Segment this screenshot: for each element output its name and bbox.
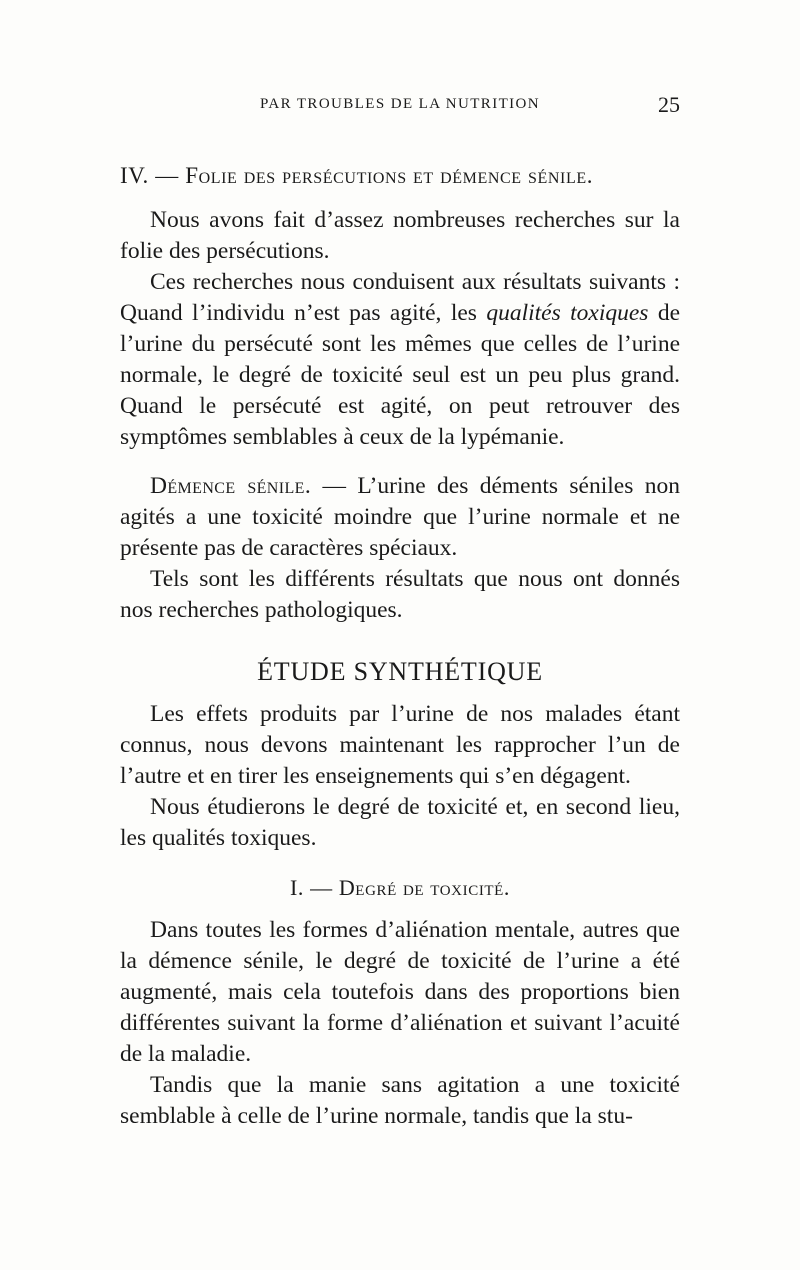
section-iv-separator: — (155, 163, 179, 188)
paragraph-persecution-results (120, 267, 680, 453)
paragraph-persecution-results-start: Ces recherches nous conduisent aux résultats suivants : Quand l’individu n’est pas agité, les (120, 269, 680, 326)
paragraph-synthesis-intro: Les effets produits par l’urine de nos malades étant connus, nous devons maintenant les rapprocher l’un de l’autre et en tirer les enseignements qui s’en dégagent. (120, 701, 680, 789)
section-iv-heading (120, 160, 680, 191)
section-i-title: Degré de toxicité. (338, 875, 511, 900)
paragraph-results-summary: Tels sont les différents résultats que nous ont donnés nos recherches pathologiques. (120, 566, 680, 623)
paragraph-senile-dementia (120, 471, 680, 564)
synthesis-title: ÉTUDE SYNTHÉTIQUE (257, 657, 543, 686)
run-in-heading-senile-dementia: Démence sénile. (150, 473, 312, 499)
italic-toxic-qualities: qualités toxiques (486, 300, 649, 326)
paragraph-persecution-intro: Nous avons fait d’assez nombreuses recherches sur la folie des persécutions. (120, 207, 680, 264)
section-iv-number: IV. (120, 163, 149, 188)
paragraph-mania-comparison: Tandis que la manie sans agitation a une toxicité semblable à celle de l’urine normale, tandis que la stu- (120, 1072, 680, 1129)
spacer (120, 854, 680, 872)
paragraph-toxicity-degree: Dans toutes les formes d’aliénation mentale, autres que la démence sénile, le degré de toxicité de l’urine a été augmenté, mais cela toutefois dans des proportions bien différentes suivant la forme d’aliénation et suivant l’acuité de la maladie. (120, 917, 680, 1067)
paragraph-persecution-results-end: de l’urine du persécuté sont les mêmes que celles de l’urine normale, le degré de toxicité seul est un peu plus grand. Quand le persécuté est agité, on peut retrouver des symptômes semblables à ceux de la lypémanie. (120, 300, 681, 450)
running-title: PAR TROUBLES DE LA NUTRITION (259, 96, 541, 112)
section-i-number: I. (289, 875, 304, 900)
spacer (120, 626, 680, 656)
page-number: 25 (658, 92, 680, 117)
paragraph-study-plan: Nous étudierons le degré de toxicité et, en second lieu, les qualités toxiques. (120, 794, 680, 851)
spacer (120, 453, 680, 471)
paragraph-senile-dementia-text: — L’urine des déments séniles non agités a une toxicité moindre que l’urine normale et ne présente pas de caractères spéciaux. (120, 473, 680, 561)
section-iv-title: Folie des persécutions et démence sénile. (185, 163, 594, 188)
page-body (120, 160, 680, 1132)
section-i-heading (120, 872, 680, 903)
section-i-separator: — (310, 875, 333, 900)
running-head (120, 92, 680, 122)
